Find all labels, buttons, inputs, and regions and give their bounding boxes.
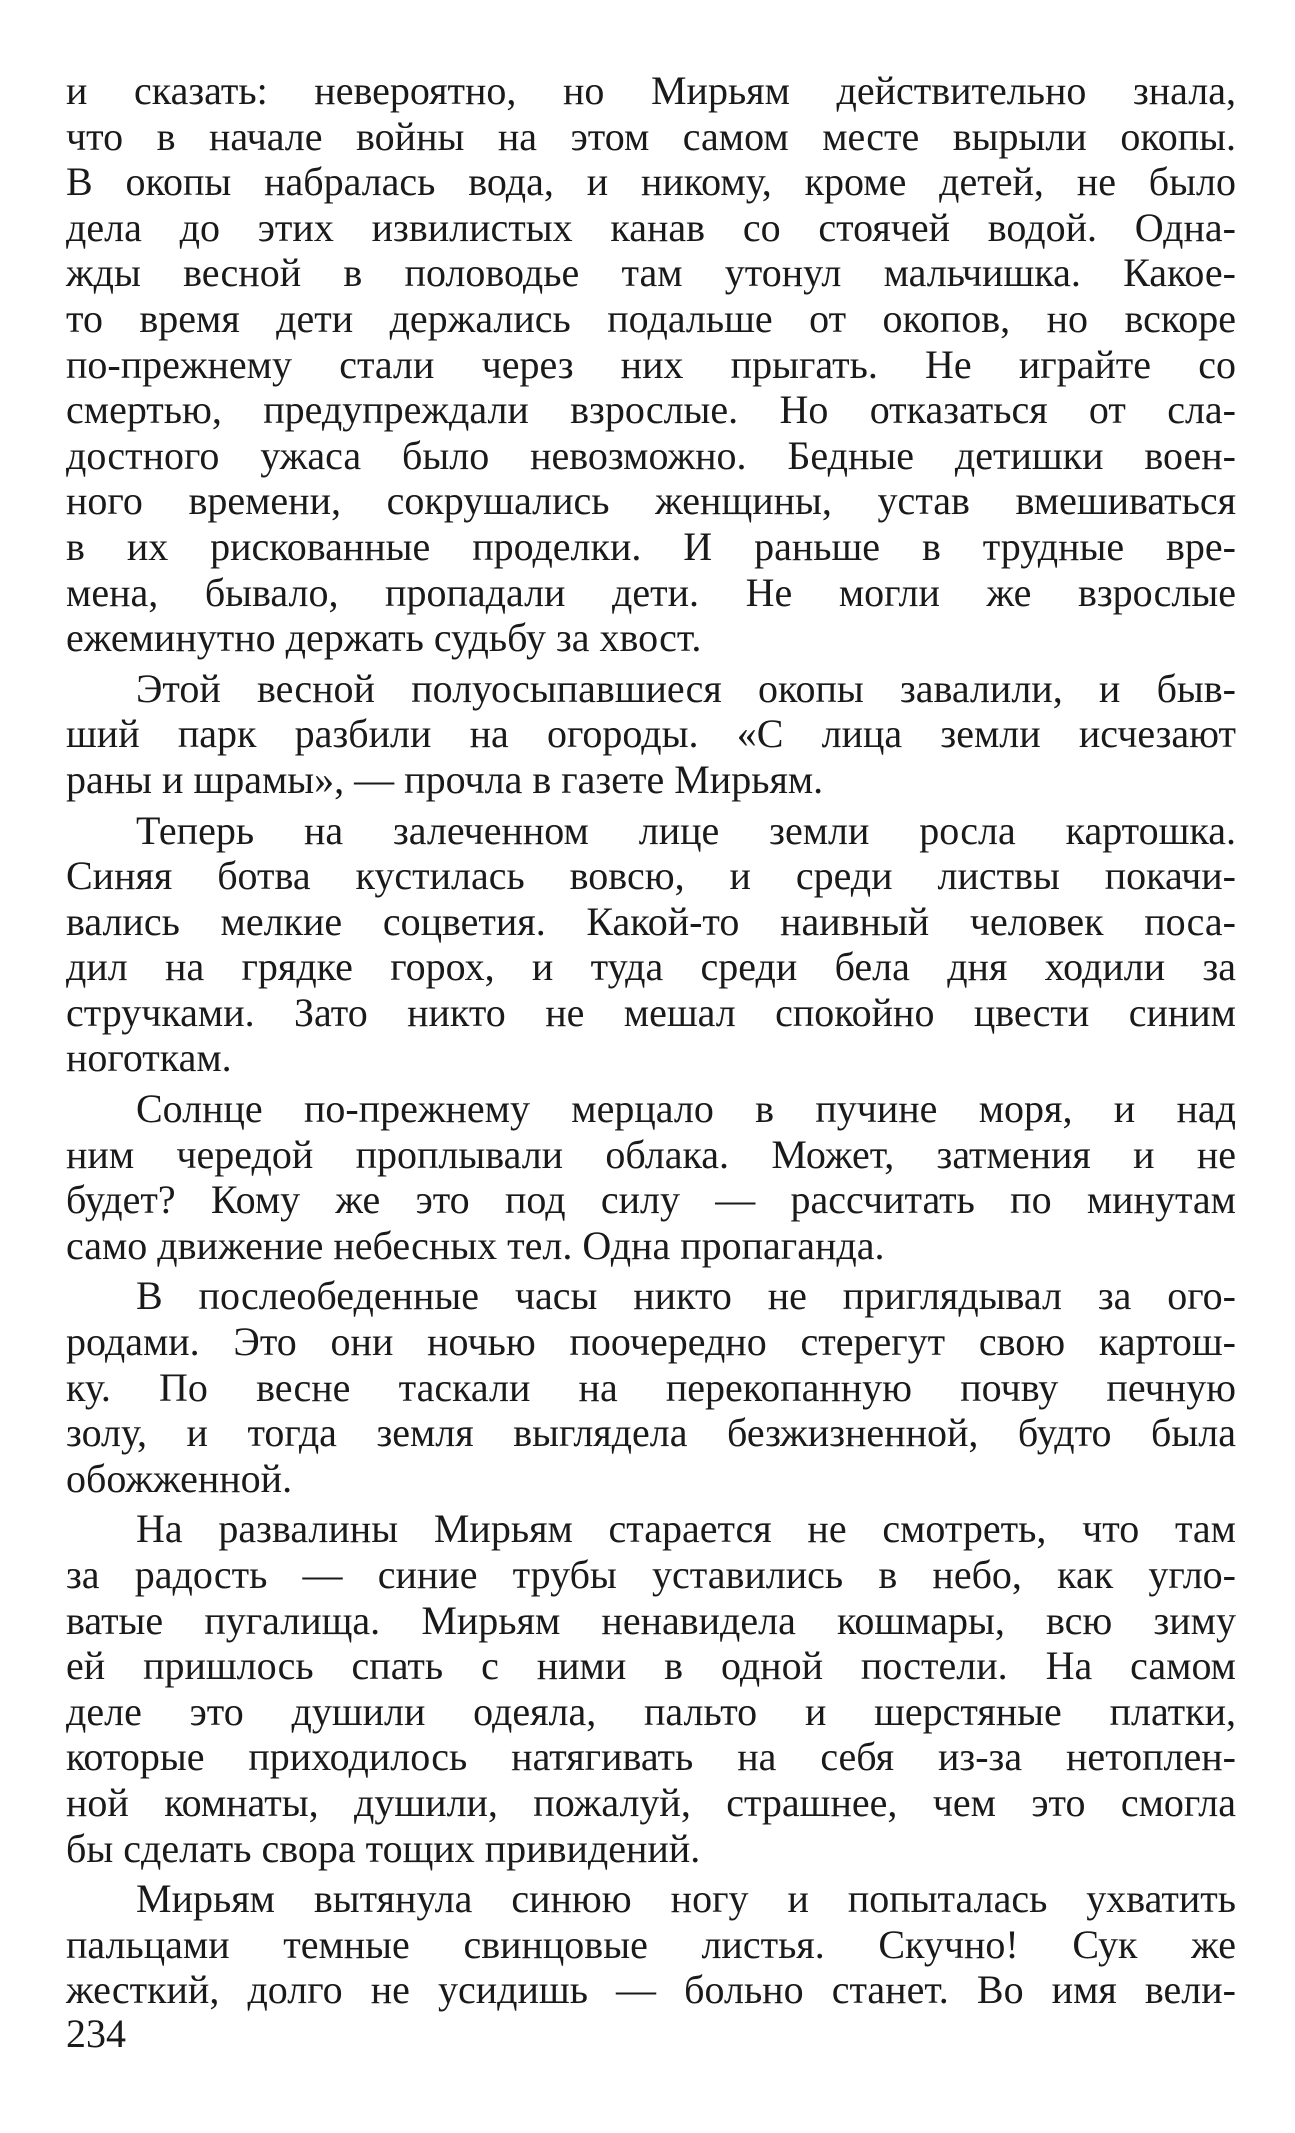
text-line: ноготкам. xyxy=(66,1035,232,1081)
paragraph xyxy=(66,1506,1236,1871)
text-line: родами. Это они ночью поочередно стерегут свою картош- xyxy=(66,1319,1236,1365)
paragraph xyxy=(66,1086,1236,1268)
text-line: ним чередой проплывали облака. Может, затмения и не xyxy=(66,1131,1236,1177)
text-line: мена, бывало, пропадали дети. Не могли же взрослые xyxy=(66,569,1236,615)
text-line: ежеминутно держать судьбу за хвост. xyxy=(66,615,702,661)
text-line: и сказать: невероятно, но Мирьям действительно знала, xyxy=(66,68,1236,113)
paragraph xyxy=(66,68,1236,661)
text-line: жесткий, долго не усидишь — больно станет. Во имя вели- xyxy=(66,1967,1236,2013)
text-line: деле это душили одеяла, пальто и шерстяные платки, xyxy=(66,1688,1236,1734)
text-line: раны и шрамы», — прочла в газете Мирьям. xyxy=(66,756,824,802)
text-line: будет? Кому же это под силу — рассчитать по минутам xyxy=(66,1177,1236,1223)
text-line: ку. По весне таскали на перекопанную почву печную xyxy=(66,1364,1236,1410)
paragraph xyxy=(66,1876,1236,2013)
text-line: ного времени, сокрушались женщины, устав вмешиваться xyxy=(66,478,1236,524)
text-line: то время дети держались подальше от окопов, но вскоре xyxy=(66,295,1236,341)
text-line: На развалины Мирьям старается не смотреть, что там xyxy=(136,1506,1236,1552)
text-line: В послеобеденные часы никто не приглядывал за ого- xyxy=(136,1273,1236,1319)
text-line: стручками. Зато никто не мешал спокойно цвести синим xyxy=(66,989,1236,1035)
text-line: пальцами темные свинцовые листья. Скучно! Сук же xyxy=(66,1921,1236,1967)
text-line: ватые пугалища. Мирьям ненавидела кошмары, всю зиму xyxy=(66,1597,1236,1643)
text-line: В окопы набралась вода, и никому, кроме детей, не было xyxy=(66,159,1236,205)
text-line: жды весной в половодье там утонул мальчишка. Какое- xyxy=(66,250,1236,296)
paragraph xyxy=(66,808,1236,1082)
text-line: дил на грядке горох, и туда среди бела дня ходили за xyxy=(66,944,1236,990)
text-line: ей пришлось спать с ними в одной постели. На самом xyxy=(66,1643,1236,1689)
text-line: достного ужаса было невозможно. Бедные детишки воен- xyxy=(66,432,1236,478)
text-line: Мирьям вытянула синюю ногу и попыталась ухватить xyxy=(136,1876,1236,1922)
text-line: Теперь на залеченном лице земли росла картошка. xyxy=(136,807,1236,853)
text-line: бы сделать свора тощих привидений. xyxy=(66,1825,701,1871)
text-line: Синяя ботва кустилась вовсю, и среди листвы покачи- xyxy=(66,853,1236,899)
text-line: что в начале войны на этом самом месте вырыли окопы. xyxy=(66,113,1236,159)
text-line: вались мелкие соцветия. Какой-то наивный человек поса- xyxy=(66,898,1236,944)
text-line: ший парк разбили на огороды. «С лица земли исчезают xyxy=(66,711,1236,757)
text-line: само движение небесных тел. Одна пропаганда. xyxy=(66,1222,885,1268)
page-number: 234 xyxy=(66,2011,126,2056)
text-line: золу, и тогда земля выглядела безжизненной, будто была xyxy=(66,1410,1236,1456)
text-line: которые приходилось натягивать на себя из-за нетоплен- xyxy=(66,1734,1236,1780)
paragraph xyxy=(66,666,1236,803)
text-line: смертью, предупреждали взрослые. Но отказаться от сла- xyxy=(66,387,1236,433)
text-line: Солнце по-прежнему мерцало в пучине моря, и над xyxy=(136,1086,1236,1132)
text-line: в их рискованные проделки. И раньше в трудные вре- xyxy=(66,523,1236,569)
text-line: по-прежнему стали через них прыгать. Не играйте со xyxy=(66,341,1236,387)
text-line: ной комнаты, душили, пожалуй, страшнее, чем это смогла xyxy=(66,1779,1236,1825)
text-line: за радость — синие трубы уставились в небо, как угло- xyxy=(66,1552,1236,1597)
text-line: обожженной. xyxy=(66,1455,293,1501)
paragraph xyxy=(66,1273,1236,1501)
page-body xyxy=(66,68,1236,2013)
text-line: Этой весной полуосыпавшиеся окопы завалили, и быв- xyxy=(136,665,1236,711)
text-line: дела до этих извилистых канав со стоячей водой. Одна- xyxy=(66,204,1236,250)
